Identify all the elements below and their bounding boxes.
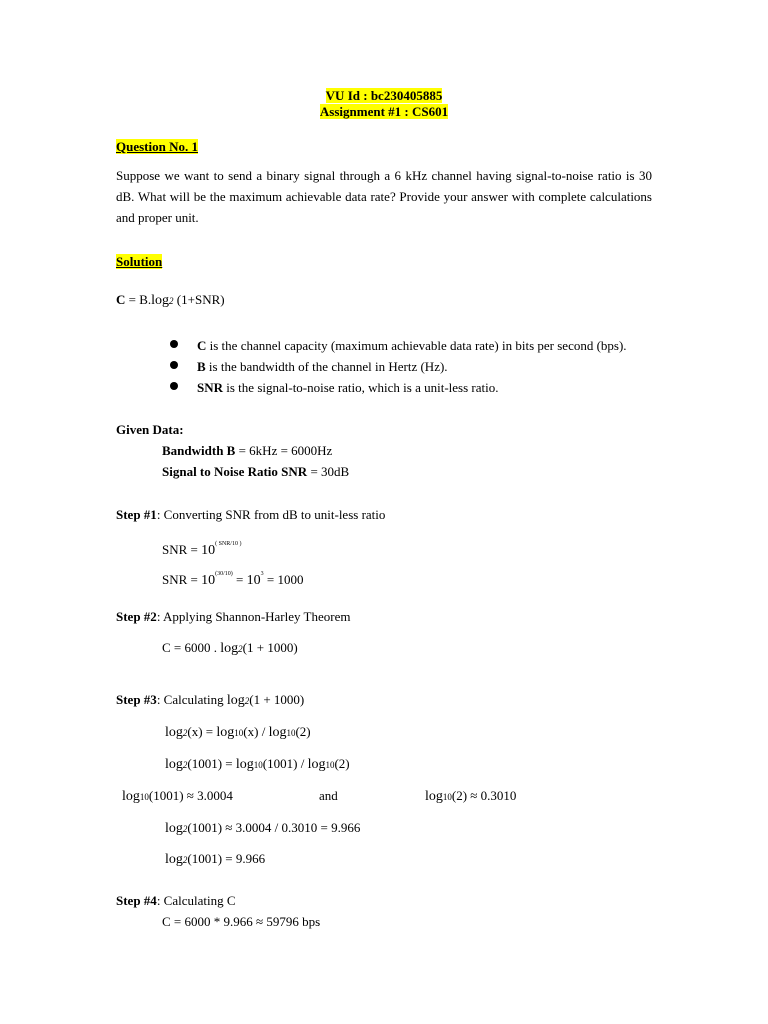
question-heading: Question No. 1	[116, 139, 198, 154]
bullet-dot	[170, 340, 178, 348]
given-heading: Given Data:	[116, 422, 184, 437]
step2-formula: C = 6000 . log2(1 + 1000)	[162, 640, 298, 656]
step1-line2: SNR = $10^{(30/10)} = 10^3 = 1000$	[162, 571, 304, 588]
step3-and: and	[319, 788, 338, 803]
step3-calc: log2(1001) ≈ 3.0004 / 0.3010 = 9.966	[165, 820, 361, 836]
step3-applied: log2(1001) = log10(1001) / log10(2)	[165, 756, 350, 772]
step1-line1: SNR = $10^{( SNR/10 )}$	[162, 541, 242, 558]
given-snr: Signal to Noise Ratio SNR = 30dB	[162, 464, 350, 479]
step3-log10-2: log10(2) ≈ 0.3010	[425, 788, 517, 804]
bullet-dot	[170, 361, 178, 369]
step3-heading: Step #3: Calculating log2(1 + 1000)	[116, 692, 305, 708]
step2-heading: Step #2: Applying Shannon-Harley Theorem	[116, 609, 351, 624]
step4-calc: C = 6000 * 9.966 ≈ 59796 bps	[162, 914, 321, 929]
bullet-dot	[170, 382, 178, 390]
step4-heading: Step #4: Calculating C	[116, 893, 236, 908]
step3-result: log2(1001) = 9.966	[165, 851, 266, 867]
question-text: Suppose we want to send a binary signal through a 6 kHz channel having signal-to-noise ratio is 30 dB. What will be the maximum achievable data rate? Provide your answer with complete calculations and proper unit.	[116, 168, 652, 225]
solution-heading: Solution	[116, 254, 163, 269]
vu-id-title: VU Id : bc230405885	[325, 88, 443, 103]
bullet-bandwidth: B is the bandwidth of the channel in Hertz (Hz).	[197, 359, 448, 374]
bullet-snr: SNR is the signal-to-noise ratio, which is a unit-less ratio.	[197, 380, 499, 395]
capacity-formula: C = B.log2 (1+SNR)	[116, 292, 225, 308]
step3-change-of-base: log2(x) = log10(x) / log10(2)	[165, 724, 311, 740]
assignment-title: Assignment #1 : CS601	[319, 104, 449, 119]
bullet-capacity: C is the channel capacity (maximum achievable data rate) in bits per second (bps).	[197, 338, 627, 353]
step3-log10-1001: log10(1001) ≈ 3.0004	[122, 788, 233, 804]
given-bandwidth: Bandwidth B = 6kHz = 6000Hz	[162, 443, 333, 458]
step1-heading: Step #1: Converting SNR from dB to unit-less ratio	[116, 507, 386, 522]
